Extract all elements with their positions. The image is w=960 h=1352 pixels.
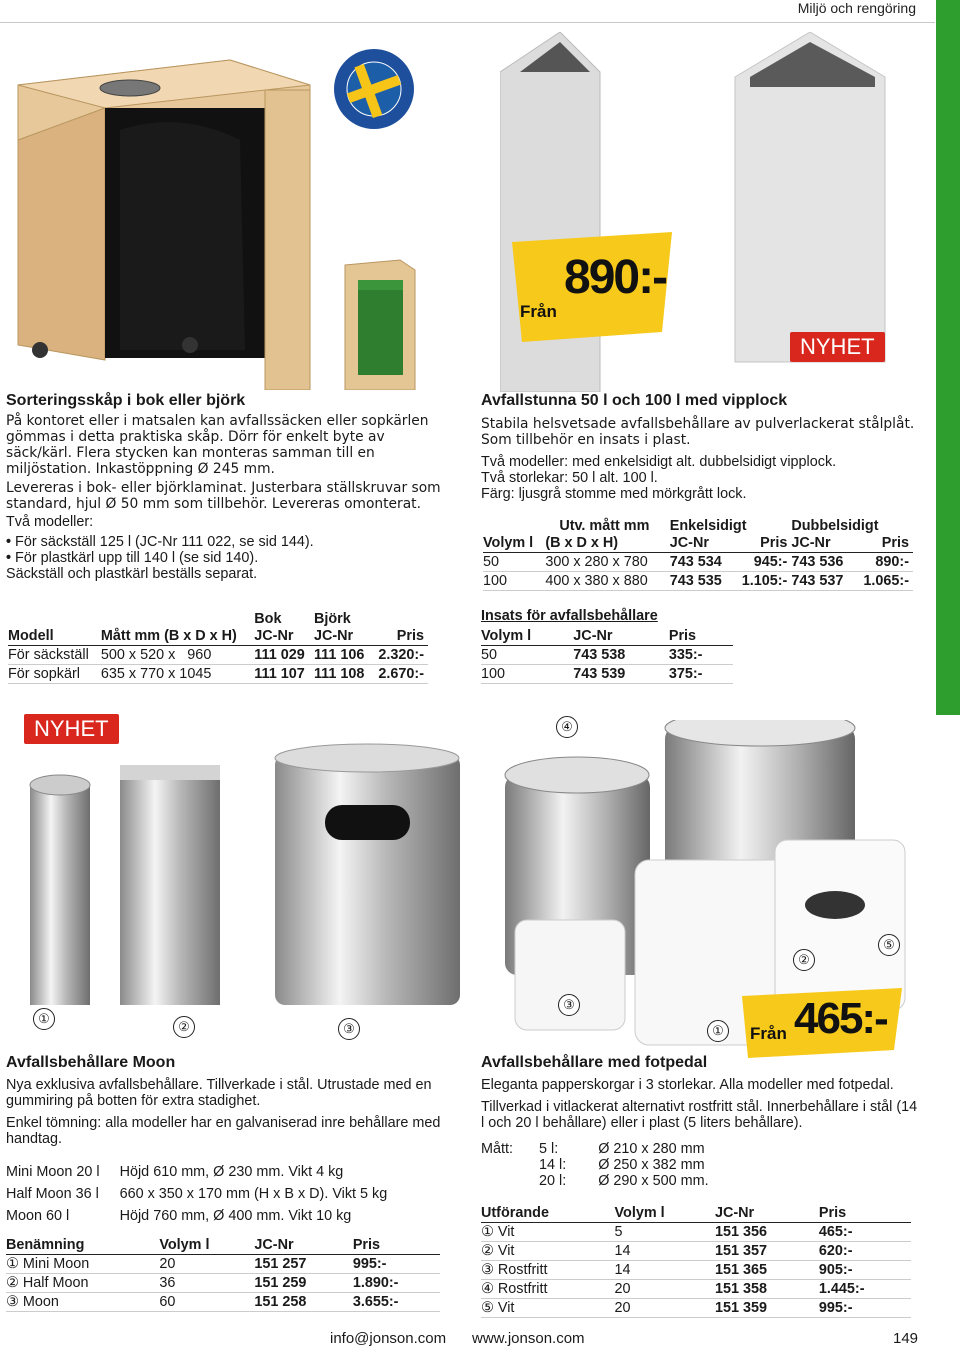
pedal-section [481,1054,921,1318]
dimension-value: Ø 210 x 280 mm [598,1141,705,1157]
dimension-size: 5 l: [539,1141,559,1157]
table-row [481,1242,911,1261]
table-cell: 743 538 [573,646,669,665]
column-header: Pris [353,1237,440,1255]
table-cell: 111 106 [314,646,374,665]
column-header: Pris [819,1205,911,1223]
product-number-1: ① [707,1020,729,1042]
cabinet-model-item: • För plastkärl upp till 140 l (se sid 140). [6,550,446,566]
column-header: (B x D x H) [545,535,669,553]
table-row [6,1274,440,1293]
table-cell: ③ Rostfritt [481,1261,615,1280]
table-cell: ① Vit [481,1223,615,1242]
table-cell: ① Mini Moon [6,1255,159,1274]
table-cell: 151 258 [254,1293,352,1312]
bins-description-1: Stabila helsvetsade avfallsbehållare av pulverlackerat stålplåt. Som tillbehör en insats i plast. [481,416,915,448]
table-cell: 151 259 [254,1274,352,1293]
table-cell: ③ Moon [6,1293,159,1312]
page-number: 149 [893,1330,919,1347]
footer-email[interactable]: info@jonson.com [330,1330,447,1347]
spec-name: Moon 60 l [6,1208,70,1224]
table-cell: 1.105:- [734,572,791,591]
moon-description-2: Enkel tömning: alla modeller har en galvaniserad inre behållare med handtag. [6,1115,441,1147]
table-row [481,1299,911,1318]
table-row [481,646,733,665]
table-cell: 500 x 520 x 960 [101,646,254,665]
dimension-value: Ø 250 x 382 mm [598,1157,705,1173]
table-cell: 743 535 [670,572,735,591]
column-header: Pris [669,628,733,646]
table-cell: ② Vit [481,1242,615,1261]
bins-title: Avfallstunna 50 l och 100 l med vipplock [481,392,788,409]
table-cell: 100 [483,572,545,591]
table-cell: 375:- [669,665,733,684]
table-row [481,1261,911,1280]
table-cell: 151 365 [715,1261,819,1280]
new-badge: NYHET [790,332,885,362]
dimension-label: Mått: [481,1141,513,1157]
table-cell: 111 108 [314,665,374,684]
cabinet-section [6,392,446,582]
table-cell: 20 [615,1280,715,1299]
pedal-description-2: Tillverkad i vitlackerat alternativt rostfritt stål. Innerbehållare i stål (14 l och 20 l behållare) eller i plast (5 liters behållare). [481,1099,918,1131]
table-cell: 635 x 770 x 1045 [101,665,254,684]
swedish-made-badge [333,48,415,130]
table-cell: 50 [481,646,573,665]
moon-title: Avfallsbehållare Moon [6,1054,176,1071]
table-cell: 50 [483,553,545,572]
moon-description-1: Nya exklusiva avfallsbehållare. Tillverkade i stål. Utrustade med en gummiring på botten för extra stadighet. [6,1077,432,1109]
table-row [8,646,428,665]
table-row [483,553,913,572]
table-cell: 1.445:- [819,1280,911,1299]
table-cell: 2.320:- [374,646,428,665]
product-number-2: ② [793,949,815,971]
table-cell: 995:- [353,1255,440,1274]
new-badge: NYHET [24,714,119,744]
table-cell: 111 029 [254,646,314,665]
price-value: 890:- [564,251,667,304]
table-row [8,665,428,684]
moon-specs [6,1161,387,1227]
table-cell: 945:- [734,553,791,572]
column-header: Volym l [159,1237,254,1255]
table-cell: 14 [615,1261,715,1280]
table-cell: 5 [615,1223,715,1242]
table-cell: 465:- [819,1223,911,1242]
bins-price-burst [512,232,672,342]
table-cell: ④ Rostfritt [481,1280,615,1299]
table-cell: 1.065:- [856,572,913,591]
table-cell: 151 359 [715,1299,819,1318]
dimension-size: 20 l: [539,1173,567,1189]
table-cell: För sopkärl [8,665,101,684]
header-rule [0,22,935,23]
footer-website[interactable]: www.jonson.com [472,1330,585,1347]
product-number-3: ③ [338,1018,360,1040]
column-header: Volym l [483,535,545,553]
column-header: JC-Nr [573,628,669,646]
table-cell: 151 357 [715,1242,819,1261]
table-row [6,1255,440,1274]
table-cell: 14 [615,1242,715,1261]
dimension-row [481,1173,709,1189]
table-cell: För säckställ [8,646,101,665]
bins-section [481,392,921,502]
table-cell: 100 [481,665,573,684]
column-header: Benämning [6,1237,159,1255]
cabinet-model-item: • För säckställ 125 l (JC-Nr 111 022, se sid 144). [6,534,446,550]
insert-price-table [481,628,733,684]
pedal-price-table [481,1205,911,1318]
pedal-dimensions [481,1141,709,1189]
group-header: Björk [313,611,351,627]
table-cell: 905:- [819,1261,911,1280]
group-header: Dubbelsidigt [791,518,879,534]
column-header: JC-Nr [254,628,314,646]
table-row [481,1223,911,1242]
column-header: Volym l [481,628,573,646]
section-color-band [936,0,960,715]
table-cell: 36 [159,1274,254,1293]
group-header: Utv. mått mm [559,518,650,534]
table-cell: 20 [615,1299,715,1318]
column-header: JC-Nr [715,1205,819,1223]
column-header: JC-Nr [314,628,374,646]
group-header: Bok [254,611,282,627]
spec-value: 660 x 350 x 170 mm (H x B x D). Vikt 5 kg [119,1186,388,1202]
table-row [481,1280,911,1299]
cabinet-models-intro: Två modeller: [6,514,94,530]
moon-price-table [6,1237,440,1312]
table-cell: 60 [159,1293,254,1312]
table-cell: 743 537 [791,572,856,591]
table-row [481,665,733,684]
product-number-4: ④ [556,716,578,738]
table-cell: 2.670:- [374,665,428,684]
table-row [6,1293,440,1312]
pedal-description-1: Eleganta papperskorgar i 3 storlekar. Alla modeller med fotpedal. [481,1077,894,1093]
cabinet-photo [10,30,320,390]
table-cell: 743 536 [791,553,856,572]
bins-description-3: Två storlekar: 50 l alt. 100 l. [481,470,658,486]
bins-description-4: Färg: ljusgrå stomme med mörkgrått lock. [481,486,747,502]
table-cell: 335:- [669,646,733,665]
column-header: Volym l [615,1205,715,1223]
table-cell: 151 358 [715,1280,819,1299]
spec-name: Half Moon 36 l [6,1186,99,1202]
spec-row [6,1161,387,1183]
price-value: 465:- [794,994,887,1043]
column-header: Pris [734,535,791,553]
table-cell: 151 356 [715,1223,819,1242]
price-prefix: Från [520,302,557,321]
dimension-size: 14 l: [539,1157,567,1173]
plastic-bin-cabinet-photo [340,255,420,390]
column-header: Modell [8,628,101,646]
table-cell: 111 107 [254,665,314,684]
table-row [483,572,913,591]
column-header: JC-Nr [670,535,735,553]
product-number-1: ① [33,1008,55,1030]
price-prefix: Från [750,1024,787,1043]
spec-row [6,1205,387,1227]
pedal-price-burst [742,988,902,1058]
insert-section [481,608,741,684]
moon-section [6,1054,446,1312]
pedal-title: Avfallsbehållare med fotpedal [481,1054,708,1071]
cabinet-note: Säckställ och plastkärl beställs separat. [6,566,258,582]
cabinet-title: Sorteringsskåp i bok eller björk [6,392,246,409]
product-number-5: ⑤ [878,934,900,956]
table-cell: 151 257 [254,1255,352,1274]
table-cell: 743 534 [670,553,735,572]
table-cell: 3.655:- [353,1293,440,1312]
column-header: Pris [856,535,913,553]
cabinet-description-2: Levereras i bok- eller björklaminat. Justerbara ställskruvar som standard, hjul Ø 50 mm som tillbehör. Levereras omonterat. [6,480,441,512]
table-cell: 400 x 380 x 880 [545,572,669,591]
column-header: JC-Nr [791,535,856,553]
moon-bins-photo [20,740,470,1010]
table-cell: 995:- [819,1299,911,1318]
insert-title: Insats för avfallsbehållare [481,608,658,624]
group-header: Enkelsidigt [669,518,747,534]
table-cell: 620:- [819,1242,911,1261]
section-title: Miljö och rengöring [797,0,916,16]
table-cell: 890:- [856,553,913,572]
cabinet-description-1: På kontoret eller i matsalen kan avfallssäcken eller sopkärlen gömmas i detta praktiska skåp. Dörr för enkelt byte av säck/kärl. Flera stycken kan monteras samman till en miljöstation. Inkastöppning Ø 245 mm. [6,413,429,477]
dimension-value: Ø 290 x 500 mm. [598,1173,709,1189]
table-cell: ⑤ Vit [481,1299,615,1318]
dimension-row [481,1141,709,1157]
spec-name: Mini Moon 20 l [6,1164,100,1180]
product-number-3: ③ [558,994,580,1016]
table-cell: 1.890:- [353,1274,440,1293]
spec-value: Höjd 610 mm, Ø 230 mm. Vikt 4 kg [119,1164,344,1180]
column-header: Utförande [481,1205,615,1223]
dimension-row [481,1157,709,1173]
bins-price-table [483,517,913,591]
table-cell: 20 [159,1255,254,1274]
column-header: JC-Nr [254,1237,352,1255]
product-number-2: ② [173,1016,195,1038]
table-cell: ② Half Moon [6,1274,159,1293]
spec-row [6,1183,387,1205]
column-header: Mått mm (B x D x H) [101,628,254,646]
table-cell: 300 x 280 x 780 [545,553,669,572]
bins-description-2: Två modeller: med enkelsidigt alt. dubbelsidigt vipplock. [481,454,837,470]
spec-value: Höjd 760 mm, Ø 400 mm. Vikt 10 kg [119,1208,352,1224]
cabinet-price-table [8,610,428,684]
column-header: Pris [374,628,428,646]
table-cell: 743 539 [573,665,669,684]
